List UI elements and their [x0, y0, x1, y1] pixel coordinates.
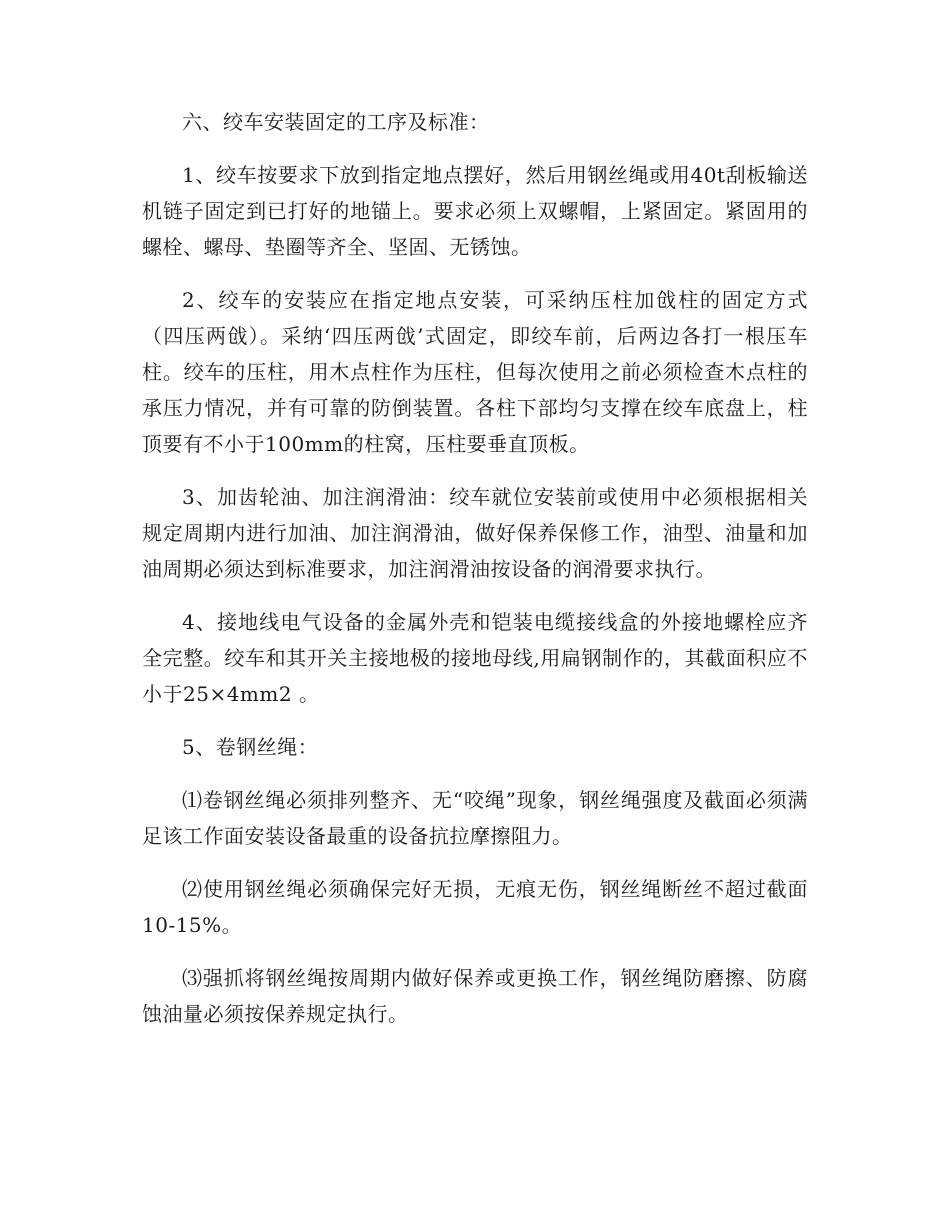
section-heading: 六、绞车安装固定的工序及标准：: [182, 110, 490, 134]
paragraph-5: 5、卷钢丝绳：: [182, 735, 319, 759]
paragraph-5-3: ⑶强抓将钢丝绳按周期内做好保养或更换工作，钢丝绳防磨擦、防腐蚀油量必须按保养规定执行。: [142, 966, 808, 1026]
paragraph-1: 1、绞车按要求下放到指定地点摆好，然后用钢丝绳或用40t刮板输送机链子固定到已打好的地锚上。要求必须上双螺帽，上紧固定。紧固用的螺栓、螺母、垫圈等齐全、坚固、无锈蚀。: [142, 163, 808, 259]
paragraph-5-2: ⑵使用钢丝绳必须确保完好无损，无痕无伤，钢丝绳断丝不超过截面10-15%。: [142, 877, 808, 937]
paragraph-3: 3、加齿轮油、加注润滑油：绞车就位安装前或使用中必须根据相关规定周期内进行加油、加注润滑油，做好保养保修工作，油型、油量和加油周期必须达到标准要求，加注润滑油按设备的润滑要求执行。: [142, 485, 808, 581]
document-body: [142, 104, 808, 1049]
paragraph-2: 2、绞车的安装应在指定地点安装，可采纳压柱加戗柱的固定方式（四压两戗）。采纳‘四压两戗’式固定，即绞车前，后两边各打一根压车柱。绞车的压柱，用木点柱作为压柱，但每次使用之前必须检查木点柱的承压力情况，并有可靠的防倒装置。各柱下部均匀支撑在绞车底盘上，柱顶要有不小于100mm的柱窝，压柱要垂直顶板。: [142, 288, 808, 456]
paragraph-4: 4、接地线电气设备的金属外壳和铠装电缆接线盒的外接地螺栓应齐全完整。绞车和其开关主接地极的接地母线,用扁钢制作的，其截面积应不小于25×4mm2 。: [142, 610, 808, 706]
paragraph-5-1: ⑴卷钢丝绳必须排列整齐、无“咬绳”现象，钢丝绳强度及截面必须满足该工作面安装设备最重的设备抗拉摩擦阻力。: [142, 788, 808, 848]
